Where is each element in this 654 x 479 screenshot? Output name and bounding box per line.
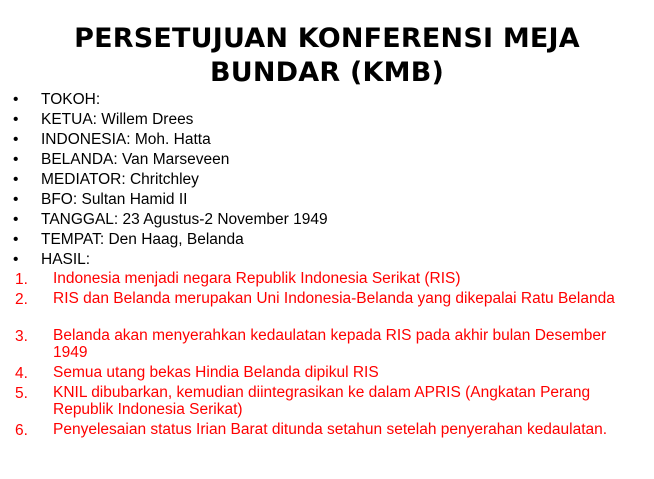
list-item-tanggal xyxy=(0,210,654,230)
slide-title xyxy=(0,22,654,90)
result-item xyxy=(0,421,654,458)
result-text: Belanda akan menyerahkan kedaulatan kepada RIS pada akhir bulan Desember 1949 xyxy=(53,327,607,361)
result-number: 5. xyxy=(15,385,28,402)
result-number: 1. xyxy=(15,271,28,288)
list-item-mediator xyxy=(0,170,654,190)
result-text: RIS dan Belanda merupakan Uni Indonesia-Belanda yang dikepalai Ratu Belanda xyxy=(53,290,615,307)
bullet-icon: • xyxy=(13,171,19,188)
list-item-tokoh xyxy=(0,90,654,110)
list-item-text: KETUA: Willem Drees xyxy=(41,111,194,128)
bullet-icon: • xyxy=(13,211,19,228)
list-item-indonesia xyxy=(0,130,654,150)
content-list xyxy=(0,90,654,458)
result-number: 6. xyxy=(15,422,28,439)
result-number: 4. xyxy=(15,365,28,382)
result-number: 2. xyxy=(15,291,28,308)
result-text: KNIL dibubarkan, kemudian diintegrasikan ke dalam APRIS (Angkatan Perang Republik Indonesia Serikat) xyxy=(53,384,591,418)
bullet-icon: • xyxy=(13,251,19,268)
result-text: Semua utang bekas Hindia Belanda dipikul RIS xyxy=(53,364,379,381)
list-item-bfo xyxy=(0,190,654,210)
result-text: Indonesia menjadi negara Republik Indonesia Serikat (RIS) xyxy=(53,270,461,287)
list-item-text: MEDIATOR: Chritchley xyxy=(41,171,199,188)
result-item xyxy=(0,384,654,421)
list-item-text: HASIL: xyxy=(41,251,91,268)
result-item xyxy=(0,364,654,384)
list-item-text: TOKOH: xyxy=(41,91,101,108)
list-item-tempat xyxy=(0,230,654,250)
list-item-text: BELANDA: Van Marseveen xyxy=(41,151,230,168)
result-item xyxy=(0,270,654,290)
list-item-hasil xyxy=(0,250,654,270)
list-item-text: INDONESIA: Moh. Hatta xyxy=(41,131,211,148)
title-line-1: PERSETUJUAN KONFERENSI MEJA xyxy=(74,23,580,54)
bullet-icon: • xyxy=(13,151,19,168)
bullet-icon: • xyxy=(13,91,19,108)
bullet-icon: • xyxy=(13,131,19,148)
list-item-text: TEMPAT: Den Haag, Belanda xyxy=(41,231,244,248)
list-item-text: BFO: Sultan Hamid II xyxy=(41,191,188,208)
result-number: 3. xyxy=(15,328,28,345)
result-text: Penyelesaian status Irian Barat ditunda setahun setelah penyerahan kedaulatan. xyxy=(53,421,608,438)
title-line-2: BUNDAR (KMB) xyxy=(209,57,445,88)
result-item xyxy=(0,327,654,364)
list-item-belanda xyxy=(0,150,654,170)
bullet-icon: • xyxy=(13,231,19,248)
bullet-icon: • xyxy=(13,191,19,208)
list-item-ketua xyxy=(0,110,654,130)
bullet-icon: • xyxy=(13,111,19,128)
list-item-text: TANGGAL: 23 Agustus-2 November 1949 xyxy=(41,211,328,228)
result-item xyxy=(0,290,654,327)
